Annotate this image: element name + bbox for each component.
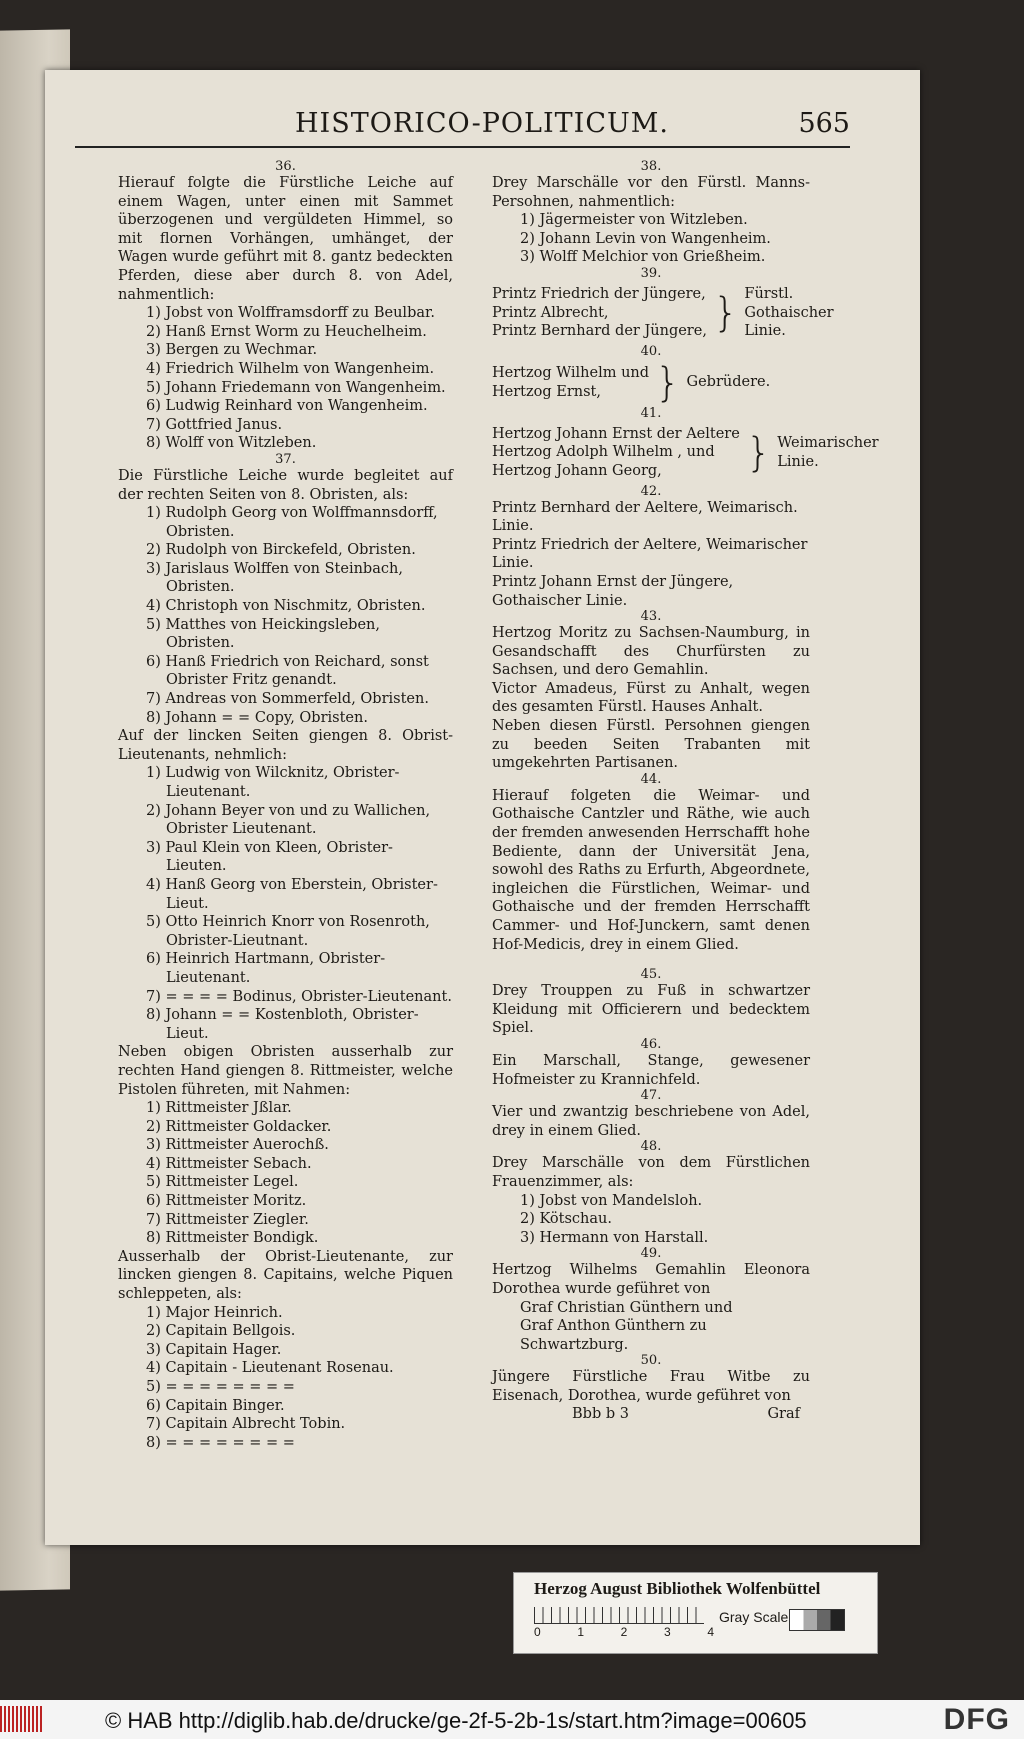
list-item: 2) Capitain Bellgois. (146, 1323, 296, 1340)
list-item: 3) Wolff Melchior von Grießheim. (520, 249, 766, 266)
section-number: 47. (640, 1088, 662, 1104)
paragraph: Neben diesen Fürstl. Persohnen giengen zu beeden Seiten Trabanten mit umgekehrten Partisanen. (492, 718, 810, 772)
list-item: 8) Johann = = Kostenbloth, Obrister-Lieut. (146, 1007, 419, 1042)
list-item: 5) Rittmeister Legel. (146, 1174, 299, 1191)
list-item: 4) Friedrich Wilhelm von Wangenheim. (146, 360, 435, 377)
list-item: 2) Rudolph von Birckefeld, Obristen. (146, 542, 416, 559)
catchword: Graf (767, 1406, 800, 1423)
list-item: 8) = = = = = = = = (146, 1434, 295, 1451)
paragraph: Vier und zwantzig beschriebene von Adel, drey in einem Glied. (492, 1104, 810, 1139)
list-item: 6) Ludwig Reinhard von Wangenheim. (146, 398, 428, 415)
group-names (492, 364, 649, 401)
list-item: 7) Capitain Albrecht Tobin. (146, 1416, 346, 1433)
paragraph: Hierauf folgeten die Weimar- und Gothaische Cantzler und Räthe, wie auch der fremden anwesenden Herrschafft hohe Bediente, dann der Universität Jena, sowohl des Raths zu Erfurth, Abgeordnete, ingleichen die Fürstlichen, Weimar- und Gothaische und der fremden Herrschafft Cammer- und Hof-Junckern, samt denen Hof-Medicis, drey in einem Glied. (492, 787, 810, 953)
list-item: Printz Bernhard der Aeltere, Weimarisch. Linie. (492, 499, 798, 535)
list-item: 6) Hanß Friedrich von Reichard, sonst Obrister Fritz genandt. (146, 653, 429, 689)
list-item: 6) Rittmeister Moritz. (146, 1193, 307, 1210)
braced-group (492, 285, 834, 341)
page-header (75, 108, 850, 148)
paragraph: Hierauf folgte die Fürstliche Leiche auf einem Wagen, unter einen mit Sammet überzogenen und vergüldeten Himmel, so mit flornen Vorhängen, umhänget, der Wagen wurde geführt mit 8. gantz bedeckten Pferden, diese aber durch 8. von Adel, nahmentlich: (118, 175, 453, 303)
list-item: Printz Johann Ernst der Jüngere, Gothaischer Linie. (492, 573, 734, 609)
list-item: 4) Rittmeister Sebach. (146, 1155, 312, 1172)
paragraph: Drey Trouppen zu Fuß in schwartzer Kleidung mit Officierern und bedecktem Spiel. (492, 983, 810, 1037)
list-item: 4) Hanß Georg von Eberstein, Obrister-Lieut. (146, 876, 438, 912)
ruler-labels (534, 1625, 714, 1639)
section-number: 41. (640, 405, 662, 421)
list-item: Hertzog Johann Georg, (492, 462, 662, 479)
list-item: Hertzog Johann Ernst der Aeltere (492, 425, 740, 442)
list-item: 5) = = = = = = = = (146, 1379, 295, 1395)
list-item: Printz Friedrich der Aeltere, Weimarischer Linie. (492, 536, 808, 572)
footer-bar (0, 1700, 1024, 1739)
list (118, 504, 453, 727)
list-item: 1) Jobst von Mandelsloh. (520, 1192, 703, 1209)
list-item: 7) Rittmeister Ziegler. (146, 1211, 309, 1228)
section-number: 39. (640, 265, 662, 281)
header-rule (75, 146, 850, 148)
list-item: Hertzog Ernst, (492, 383, 601, 400)
list-item: 0 (534, 1625, 541, 1639)
section-number: 46. (640, 1036, 662, 1052)
list-item: 1 (577, 1625, 585, 1639)
list-item: Hertzog Adolph Wilhelm , und (492, 444, 715, 461)
list-item: 8) Wolff von Witzleben. (146, 435, 317, 452)
list-item: 4 (707, 1625, 714, 1639)
braced-group (492, 425, 879, 481)
list-item: 3) Rittmeister Auerochß. (146, 1137, 329, 1154)
list-item: 1) Jägermeister von Witzleben. (520, 212, 748, 229)
section-number: 44. (640, 771, 662, 787)
list (118, 1099, 453, 1248)
section-number: 37. (275, 451, 296, 467)
spacer (492, 954, 810, 968)
dfg-logo: DFG (943, 1703, 1010, 1736)
paragraph: Hertzog Moritz zu Sachsen-Naumburg, in Gesandschafft des Churfürsten zu Sachsen, und dero Gemahlin. (492, 625, 810, 679)
section-number: 40. (640, 343, 662, 359)
brace: } (712, 289, 739, 336)
group-names (492, 285, 707, 341)
group-label: Gebrüdere. (686, 374, 771, 391)
gray-scale-swatch (789, 1609, 845, 1631)
list-item: 2) Johann Beyer von und zu Wallichen, Obrister Lieutenant. (146, 802, 431, 838)
list-item: Hertzog Wilhelm und (492, 365, 650, 382)
paragraph: Ein Marschall, Stange, gewesener Hofmeister zu Krannichfeld. (492, 1052, 810, 1088)
ruler-scale (534, 1607, 714, 1639)
list (492, 1299, 810, 1355)
list-item: 5) Matthes von Heickingsleben, Obristen. (146, 616, 380, 652)
right-column (492, 159, 879, 1424)
library-name: Herzog August Bibliothek Wolfenbüttel (534, 1579, 821, 1598)
list-item: 6) Heinrich Hartmann, Obrister-Lieutenant. (146, 951, 386, 986)
section-number: 49. (640, 1246, 662, 1262)
section-number: 43. (640, 609, 662, 625)
brace: } (655, 359, 681, 406)
list-item: 3) Jarislaus Wolffen von Steinbach, Obristen. (146, 560, 403, 596)
list-item: 2) Rittmeister Goldacker. (146, 1118, 332, 1135)
page-number: 565 (798, 108, 850, 139)
list-item: Graf Anthon Günthern zu Schwartzburg. (520, 1318, 707, 1353)
list-item: 4) Capitain - Lieutenant Rosenau. (146, 1360, 394, 1377)
list-item: 3) Capitain Hager. (146, 1341, 282, 1358)
ruler-ticks (534, 1607, 704, 1624)
paragraph: Ausserhalb der Obrist-Lieutenante, zur lincken giengen 8. Capitains, welche Piquen schleppeten, als: (118, 1248, 453, 1303)
list (492, 1192, 810, 1248)
list-item: 5) Otto Heinrich Knorr von Rosenroth, Obrister-Lieutnant. (146, 914, 430, 949)
list-item: 2) Johann Levin von Wangenheim. (520, 230, 771, 247)
paragraph: Drey Marschälle von dem Fürstlichen Frauenzimmer, als: (492, 1155, 810, 1190)
list (492, 211, 810, 267)
list (118, 764, 453, 1043)
paragraph: Victor Amadeus, Fürst zu Anhalt, wegen des gesamten Fürstl. Hauses Anhalt. (492, 680, 810, 716)
list-item: Printz Albrecht, (492, 304, 609, 321)
paragraph: Jüngere Fürstliche Frau Witbe zu Eisenach, Dorothea, wurde geführet von (492, 1369, 810, 1404)
list-item: 3) Hermann von Harstall. (520, 1229, 709, 1246)
list (492, 499, 810, 611)
list-item: 2) Kötschau. (520, 1211, 612, 1228)
list-item: 5) Johann Friedemann von Wangenheim. (146, 379, 446, 396)
brace: } (745, 429, 772, 476)
section-number: 48. (640, 1139, 662, 1155)
list-item: 7) Gottfried Janus. (146, 416, 283, 433)
group-label: Fürstl. Gothaischer Linie. (744, 285, 834, 340)
list-item: 8) Rittmeister Bondigk. (146, 1230, 319, 1247)
list-item: 1) Rittmeister Jßlar. (146, 1100, 292, 1117)
list-item: 2 (620, 1625, 628, 1639)
page-footer-line (492, 1405, 810, 1424)
list-item: 6) Capitain Binger. (146, 1397, 285, 1414)
list (118, 1304, 453, 1453)
signature-mark: Bbb b 3 (572, 1406, 629, 1423)
list (118, 304, 453, 453)
left-column (118, 160, 453, 1452)
section-number: 42. (640, 483, 662, 499)
list-item: 3 (663, 1625, 671, 1639)
list-item: 3) Bergen zu Wechmar. (146, 342, 318, 359)
list-item: Printz Friedrich der Jüngere, (492, 285, 706, 302)
color-calibration-card (513, 1572, 878, 1654)
list-item: Printz Bernhard der Jüngere, (492, 323, 707, 340)
list-item: 1) Ludwig von Wilcknitz, Obrister-Lieutenant. (146, 765, 400, 800)
section-number: 45. (640, 967, 662, 983)
section-number: 38. (640, 159, 662, 174)
list-item: 7) Andreas von Sommerfeld, Obristen. (146, 691, 429, 708)
section-number: 36. (275, 159, 296, 174)
gray-scale-label: Gray Scale (719, 1609, 789, 1625)
list-item: Graf Christian Günthern und (520, 1299, 733, 1316)
braced-group (492, 359, 810, 406)
source-url-link[interactable]: © HAB http://diglib.hab.de/drucke/ge-2f-5-2b-1s/start.htm?image=00605 (105, 1708, 807, 1733)
list-item: 1) Rudolph Georg von Wolffmannsdorff, Obristen. (146, 505, 438, 540)
list-item: 8) Johann = = Copy, Obristen. (146, 709, 368, 726)
list-item: 7) = = = = Bodinus, Obrister-Lieutenant. (146, 988, 452, 1005)
section-number: 50. (640, 1353, 662, 1369)
paragraph: Auf der lincken Seiten giengen 8. Obrist-Lieutenants, nehmlich: (118, 728, 453, 763)
group-names (492, 425, 740, 481)
list-item: 1) Jobst von Wolfframsdorff zu Beulbar. (146, 305, 435, 322)
group-label: Weimarischer Linie. (777, 435, 879, 470)
paragraph: Hertzog Wilhelms Gemahlin Eleonora Dorothea wurde geführet von (492, 1262, 810, 1297)
barcode-logo-icon (0, 1706, 44, 1732)
paragraph: Drey Marschälle vor den Fürstl. Manns-Persohnen, nahmentlich: (492, 175, 810, 210)
paragraph: Neben obigen Obristen ausserhalb zur rechten Hand giengen 8. Rittmeister, welche Pistolen führeten, mit Nahmen: (118, 1044, 453, 1098)
list-item: 2) Hanß Ernst Worm zu Heuchelheim. (146, 323, 427, 340)
running-title: HISTORICO-POLITICUM. (295, 108, 669, 139)
list-item: 1) Major Heinrich. (146, 1304, 283, 1321)
list-item: 4) Christoph von Nischmitz, Obristen. (146, 598, 426, 615)
paragraph: Die Fürstliche Leiche wurde begleitet auf der rechten Seiten von 8. Obristen, als: (118, 467, 453, 503)
list-item: 3) Paul Klein von Kleen, Obrister-Lieuten. (146, 839, 393, 875)
